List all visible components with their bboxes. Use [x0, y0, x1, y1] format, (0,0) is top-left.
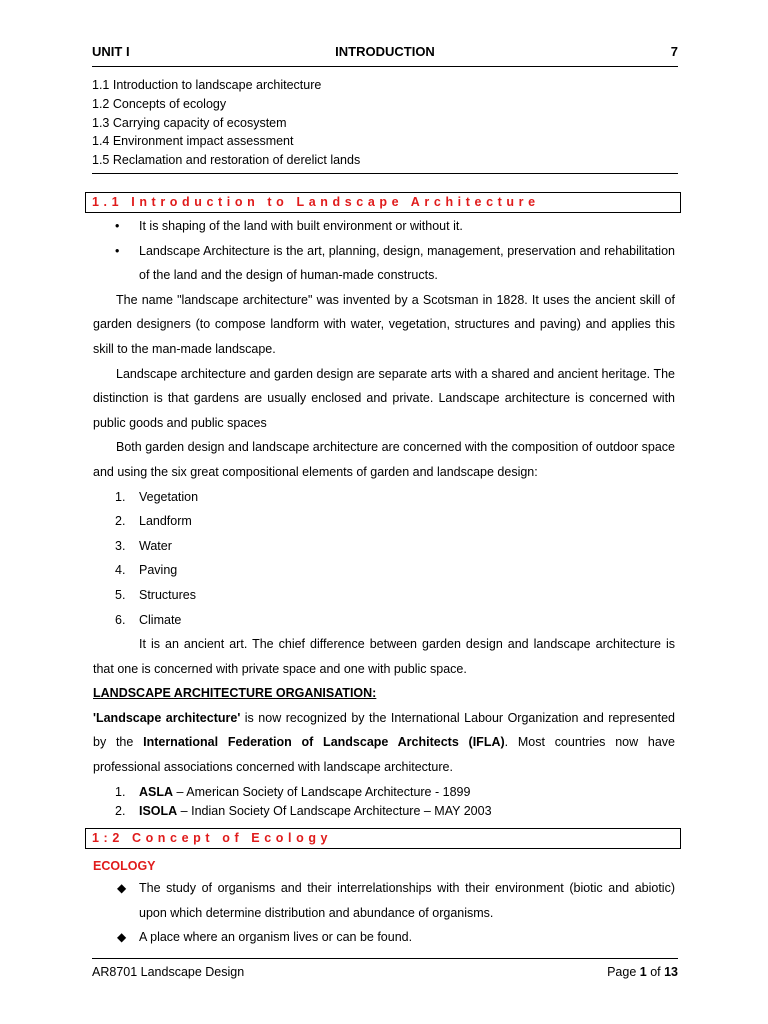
bullet-text: It is shaping of the land with built environment or without it.: [139, 219, 463, 233]
list-text: Paving: [139, 563, 178, 578]
list-number: 1.: [115, 489, 126, 504]
org-abbreviation: ASLA: [139, 784, 174, 799]
organisations-list: [93, 783, 675, 821]
list-item: [93, 509, 675, 534]
organisation-heading: LANDSCAPE ARCHITECTURE ORGANISATION:: [93, 686, 377, 701]
toc-item: 1.1 Introduction to landscape architecture: [92, 78, 322, 92]
paragraph: Landscape architecture and garden design are separate arts with a shared and ancient heritage. The distinction is that gardens are usually enclosed and private. Landscape architecture is concerned with public goods and public spaces: [93, 366, 675, 430]
page-indicator: [607, 965, 678, 979]
list-item: [93, 802, 675, 821]
list-text: Vegetation: [139, 489, 199, 504]
list-item: [93, 558, 675, 583]
toc-item: 1.5 Reclamation and restoration of derelict lands: [92, 153, 361, 168]
total-pages: 13: [664, 965, 678, 979]
page-footer: [92, 958, 678, 985]
list-item: [93, 534, 675, 559]
unit-label: UNIT I: [92, 44, 130, 59]
bold-term: International Federation of Landscape Architects (IFLA): [143, 735, 505, 750]
list-item: [93, 583, 675, 608]
org-description: – American Society of Landscape Architecture - 1899: [173, 784, 471, 799]
toc-item: 1.2 Concepts of ecology: [92, 96, 227, 111]
bullet-item: [93, 214, 675, 239]
bullet-text: Landscape Architecture is the art, planning, design, management, preservation and rehabilitation of the land and the design of human-made constructs.: [139, 243, 675, 283]
page-word: Page: [607, 965, 640, 979]
bullet-icon: •: [115, 243, 120, 258]
elements-list: [93, 485, 675, 633]
paragraph: It is an ancient art. The chief difference between garden design and landscape architecture is that one is concerned with private space and one with public space.: [93, 637, 675, 676]
list-number: 6.: [115, 612, 126, 627]
section-heading-1-2: 1:2 Concept of Ecology: [85, 828, 681, 849]
section-2-body: [93, 856, 675, 950]
chapter-title: INTRODUCTION: [335, 44, 435, 59]
of-word: of: [646, 965, 665, 979]
list-number: 2.: [115, 514, 126, 529]
current-page: 1: [639, 965, 647, 979]
list-number: 3.: [115, 538, 126, 553]
paragraph-text: is now recognized by the International Labour Organization and represented by the: [93, 710, 675, 750]
list-number: 5.: [115, 587, 126, 602]
org-abbreviation: ISOLA: [139, 803, 178, 818]
page-header: [92, 44, 678, 67]
bullet-text: A place where an organism lives or can be found.: [139, 930, 413, 945]
list-text: Water: [139, 538, 172, 553]
section-heading-1-1: 1.1 Introduction to Landscape Architecture: [85, 192, 681, 213]
list-number: 1.: [115, 784, 126, 799]
toc-item: 1.3 Carrying capacity of ecosystem: [92, 115, 287, 130]
paragraph: Both garden design and landscape architecture are concerned with the composition of outdoor space and using the six great compositional elements of garden and landscape design:: [93, 440, 675, 479]
table-of-contents: [92, 76, 678, 174]
list-item: [93, 485, 675, 510]
diamond-bullet-icon: ◆: [117, 881, 127, 895]
bullet-item: [93, 925, 675, 950]
list-number: 4.: [115, 563, 126, 578]
list-item: [93, 608, 675, 633]
org-description: – Indian Society Of Landscape Architecture – MAY 2003: [177, 803, 492, 818]
bullet-item: [93, 876, 675, 925]
bullet-icon: •: [115, 219, 120, 233]
paragraph: The name "landscape architecture" was invented by a Scotsman in 1828. It uses the ancient skill of garden designers (to compose landform with water, vegetation, structures and paving) and applies this skill to the man-made landscape.: [93, 292, 675, 356]
section-1-body: [93, 214, 675, 821]
list-number: 2.: [115, 803, 126, 818]
list-text: Climate: [139, 612, 182, 627]
bold-term: 'Landscape architecture': [93, 710, 241, 725]
bullet-item: [93, 239, 675, 288]
list-text: Landform: [139, 514, 192, 529]
bullet-text: The study of organisms and their interrelationships with their environment (biotic and abiotic) upon which determine distribution and abundance of organisms.: [139, 881, 675, 920]
paragraph-text: . Most countries now have professional associations concerned with landscape architecture.: [93, 735, 675, 775]
toc-item: 1.4 Environment impact assessment: [92, 134, 294, 149]
list-text: Structures: [139, 587, 196, 602]
ecology-subheading: ECOLOGY: [93, 859, 156, 873]
list-item: [93, 783, 675, 802]
course-name: AR8701 Landscape Design: [92, 965, 245, 979]
diamond-bullet-icon: ◆: [117, 930, 127, 945]
organisation-paragraph: [93, 706, 675, 780]
header-page-number: 7: [670, 44, 678, 59]
